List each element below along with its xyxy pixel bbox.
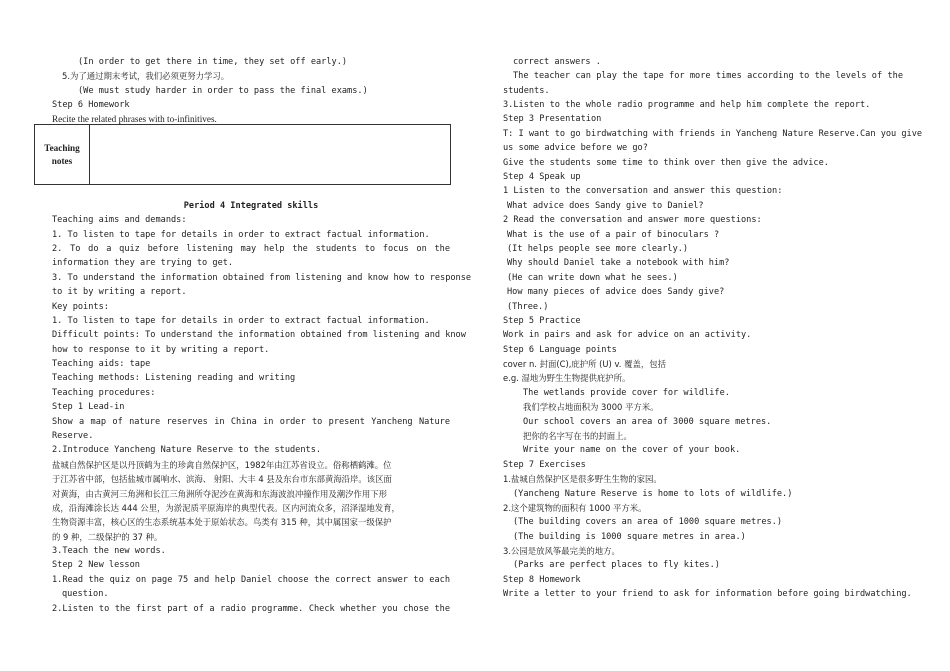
- text-line: (The building covers an area of 1000 square metres.): [513, 517, 783, 527]
- text-line: (We must study harder in order to pass the final exams.): [78, 86, 368, 96]
- text-line: Recite the related phrases with to-infinitives.: [52, 114, 217, 124]
- text-line: 1.Read the quiz on page 75 and help Daniel choose the correct answer to each: [52, 575, 450, 585]
- text-line: Step 1 Lead-in: [52, 402, 125, 412]
- text-line: Our school covers an area of 3000 square metres.: [523, 417, 772, 427]
- text-line: Step 6 Homework: [52, 100, 130, 110]
- text-line: Step 8 Homework: [503, 575, 581, 585]
- text-line: (It helps people see more clearly.): [507, 244, 689, 254]
- text-line: 对黄海，由古黄河三角洲和长江三角洲所夺泥沙在黄海和东海波浪冲撞作用及潮汐作用下形: [52, 489, 387, 499]
- text-line: What advice does Sandy give to Daniel?: [507, 201, 704, 211]
- text-line: Why should Daniel take a notebook with him?: [507, 258, 730, 268]
- text-line: to it by writing a report.: [52, 287, 187, 297]
- text-line: e.g. 湿地为野生生物提供庇护所。: [503, 373, 631, 383]
- text-line: (Yancheng Nature Reserve is home to lots of wildlife.): [513, 489, 793, 499]
- text-line: Reserve.: [52, 431, 94, 441]
- text-line: What is the use of a pair of binoculars ?: [507, 230, 720, 240]
- text-line: The wetlands provide cover for wildlife.: [523, 388, 730, 398]
- text-line: Step 7 Exercises: [503, 460, 586, 470]
- text-line: students.: [503, 86, 550, 96]
- teaching-notes-content: [91, 125, 450, 184]
- text-line: Step 2 New lesson: [52, 560, 140, 570]
- text-line: 2.这个建筑物的面积有 1000 平方米。: [503, 503, 647, 513]
- teaching-notes-table: [34, 124, 451, 185]
- text-line: 3.Listen to the whole radio programme and help him complete the report.: [503, 100, 871, 110]
- text-line: 5.为了通过期末考试，我们必须更努力学习。: [62, 71, 230, 81]
- text-line: Difficult points: To understand the information obtained from listening and know: [52, 330, 466, 340]
- text-line: 1. To listen to tape for details in order to extract factual information.: [52, 230, 430, 240]
- text-line: Work in pairs and ask for advice on an activity.: [503, 330, 752, 340]
- text-line: Step 4 Speak up: [503, 172, 581, 182]
- text-line: 于江苏省中部，包括盐城市属响水、滨海、 射阳、大丰 4 县及东台市东部黄海沿岸。该区面: [52, 474, 392, 484]
- text-line: (The building is 1000 square metres in area.): [513, 532, 746, 542]
- text-line: 2 Read the conversation and answer more questions:: [503, 215, 762, 225]
- text-line: The teacher can play the tape for more times according to the levels of the: [513, 71, 903, 81]
- text-line: us some advice before we go?: [503, 143, 648, 153]
- text-line: information they are trying to get.: [52, 258, 234, 268]
- text-line: 2.Introduce Yancheng Nature Reserve to the students.: [52, 445, 322, 455]
- text-line: Teaching aims and demands:: [52, 215, 187, 225]
- text-line: 把你的名字写在书的封面上。: [523, 431, 632, 441]
- text-line: Step 6 Language points: [503, 345, 617, 355]
- text-line: Key points:: [52, 302, 109, 312]
- text-line: 2. To do a quiz before listening may help the students to focus on the: [52, 244, 450, 254]
- text-line: How many pieces of advice does Sandy give?: [507, 287, 725, 297]
- text-line: Write your name on the cover of your book.: [523, 445, 741, 455]
- text-line: Teaching methods: Listening reading and writing: [52, 373, 296, 383]
- text-line: how to response to it by writing a report.: [52, 345, 270, 355]
- text-line: 3.Teach the new words.: [52, 546, 166, 556]
- text-line: 2.Listen to the first part of a radio programme. Check whether you chose the: [52, 604, 450, 614]
- text-line: 生物资源丰富，核心区的生态系统基本处于原始状态。鸟类有 315 种，其中属国家一级保护: [52, 517, 392, 527]
- text-line: Teaching aids: tape: [52, 359, 151, 369]
- text-line: Step 5 Practice: [503, 316, 581, 326]
- text-line: 1.盐城自然保护区是很多野生生物的家园。: [503, 474, 662, 484]
- text-line: 3. To understand the information obtained from listening and know how to response: [52, 273, 472, 283]
- text-line: Show a map of nature reserves in China in order to present Yancheng Nature: [52, 417, 450, 427]
- section-title: Period 4 Integrated skills: [183, 201, 319, 211]
- text-line: T: I want to go birdwatching with friends in Yancheng Nature Reserve.Can you give: [503, 129, 923, 139]
- text-line: (He can write down what he sees.): [507, 273, 678, 283]
- text-line: (In order to get there in time, they set off early.): [78, 57, 348, 67]
- text-line: (Parks are perfect places to fly kites.): [513, 560, 720, 570]
- text-line: 我们学校占地面积为 3000 平方米。: [523, 402, 659, 412]
- text-line: 盐城自然保护区是以丹顶鹤为主的珍禽自然保护区，1982年由江苏省设立。俗称栖鹤滩。位: [52, 460, 392, 470]
- teaching-notes-label: Teaching notes: [35, 125, 90, 184]
- text-line: Step 3 Presentation: [503, 114, 602, 124]
- text-line: question.: [62, 589, 109, 599]
- text-line: Give the students some time to think over then give the advice.: [503, 158, 829, 168]
- text-line: Write a letter to your friend to ask for information before going birdwatching.: [503, 589, 912, 599]
- text-line: 1 Listen to the conversation and answer this question:: [503, 186, 783, 196]
- text-line: (Three.): [507, 302, 549, 312]
- text-line: cover n. 封面(C),庇护所 (U) v. 覆盖，包括: [503, 359, 666, 369]
- text-line: Teaching procedures:: [52, 388, 156, 398]
- text-line: 的 9 种，二级保护的 37 种。: [52, 532, 163, 542]
- text-line: 1. To listen to tape for details in order to extract factual information.: [52, 316, 430, 326]
- text-line: 成，沿海滩涂长达 444 公里，为淤泥质平原海岸的典型代表。区内河流众多，沼泽湿地发育，: [52, 503, 400, 513]
- text-line: correct answers .: [513, 57, 601, 67]
- text-line: 3.公园是放风筝最完美的地方。: [503, 546, 620, 556]
